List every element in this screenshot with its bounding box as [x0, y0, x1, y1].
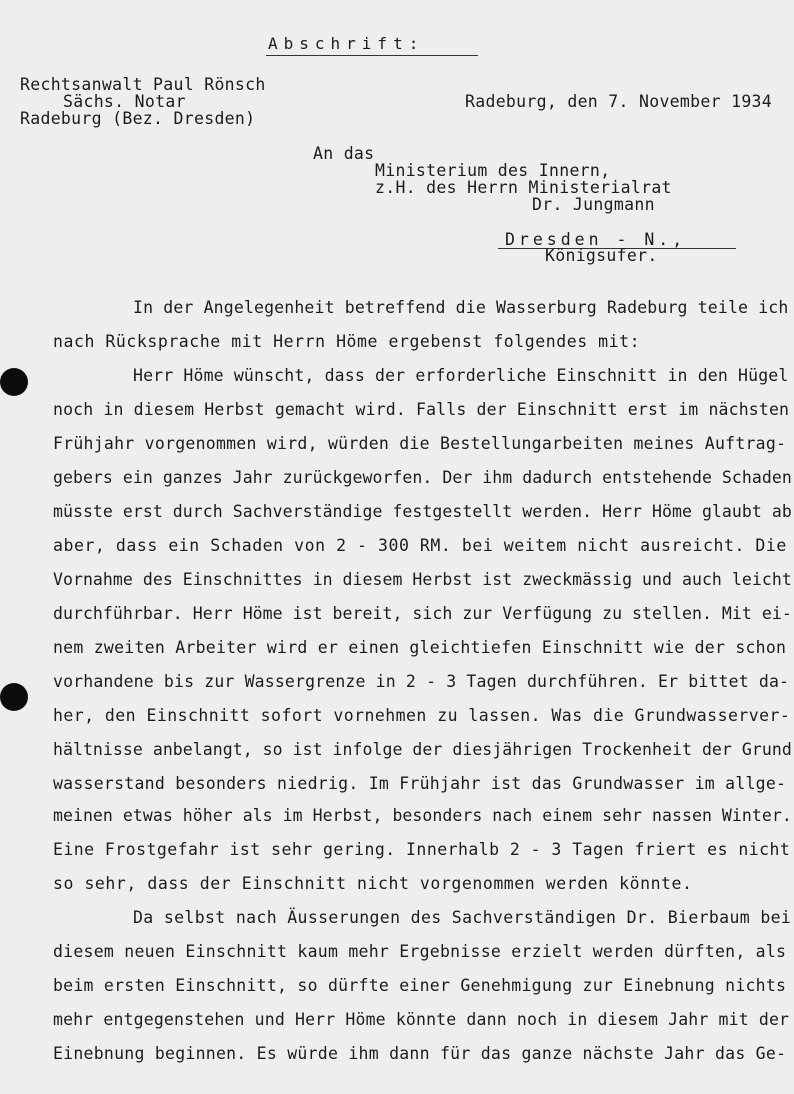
body-line: durchführbar. Herr Höme ist bereit, sich zur Verfügung zu stellen. Mit ei- [53, 604, 792, 623]
body-line: Da selbst nach Äusserungen des Sachverständigen Dr. Bierbaum bei [133, 908, 792, 927]
place-date: Radeburg, den 7. November 1934 [465, 92, 773, 111]
body-line: Vornahme des Einschnittes in diesem Herbst ist zweckmässig und auch leicht [53, 570, 792, 589]
sender-title: Sächs. Notar [63, 92, 186, 111]
body-line: hältnisse anbelangt, so ist infolge der diesjährigen Trockenheit der Grund [53, 740, 792, 759]
body-line: aber, dass ein Schaden von 2 - 300 RM. bei weitem nicht ausreicht. Die [53, 536, 787, 555]
recipient-person: Dr. Jungmann [532, 195, 655, 214]
body-line: Frühjahr vorgenommen wird, würden die Bestellungarbeiten meines Auftrag- [53, 434, 787, 453]
body-line: noch in diesem Herbst gemacht wird. Falls der Einschnitt erst im nächsten [53, 400, 790, 419]
body-line: vorhandene bis zur Wassergrenze in 2 - 3 Tagen durchführen. Er bittet da- [53, 672, 790, 691]
document-heading: Abschrift: [268, 34, 425, 53]
body-line: In der Angelegenheit betreffend die Wasserburg Radeburg teile ich [133, 298, 789, 317]
body-line: gebers ein ganzes Jahr zurückgeworfen. Der ihm dadurch entstehende Schaden [53, 468, 792, 487]
recipient-ministry: Ministerium des Innern, [375, 161, 611, 180]
body-line: müsste erst durch Sachverständige festgestellt werden. Herr Höme glaubt ab [53, 502, 792, 521]
recipient-salutation: An das [313, 144, 375, 163]
body-line: Herr Höme wünscht, dass der erforderliche Einschnitt in den Hügel [133, 366, 789, 385]
sender-address: Radeburg (Bez. Dresden) [20, 109, 256, 128]
recipient-city: Dresden - N., [505, 230, 687, 249]
body-line: beim ersten Einschnitt, so dürfte einer Genehmigung zur Einebnung nichts [53, 976, 787, 995]
body-line: wasserstand besonders niedrig. Im Frühjahr ist das Grundwasser im allge- [53, 774, 787, 793]
body-line: nach Rücksprache mit Herrn Höme ergebenst folgendes mit: [53, 332, 641, 351]
body-line: Eine Frostgefahr ist sehr gering. Innerhalb 2 - 3 Tagen friert es nicht [53, 840, 791, 859]
recipient-street: Königsufer. [545, 246, 658, 265]
body-line: nem zweiten Arbeiter wird er einen gleichtiefen Einschnitt wie der schon [53, 638, 787, 657]
body-line: Einebnung beginnen. Es würde ihm dann für das ganze nächste Jahr das Ge- [53, 1044, 787, 1063]
body-line: diesem neuen Einschnitt kaum mehr Ergebnisse erzielt werden dürften, als [53, 942, 787, 961]
body-line: so sehr, dass der Einschnitt nicht vorgenommen werden könnte. [53, 874, 693, 893]
body-line: her, den Einschnitt sofort vornehmen zu lassen. Was die Grundwasserver- [53, 706, 791, 725]
body-line: mehr entgegenstehen und Herr Höme könnte dann noch in diesem Jahr mit der [53, 1010, 790, 1029]
recipient-attention: z.H. des Herrn Ministerialrat [375, 178, 672, 197]
punch-hole-top [0, 368, 28, 396]
body-line: meinen etwas höher als im Herbst, besonders nach einem sehr nassen Winter. [53, 806, 792, 825]
sender-name: Rechtsanwalt Paul Rönsch [20, 75, 266, 94]
punch-hole-bottom [0, 683, 28, 711]
